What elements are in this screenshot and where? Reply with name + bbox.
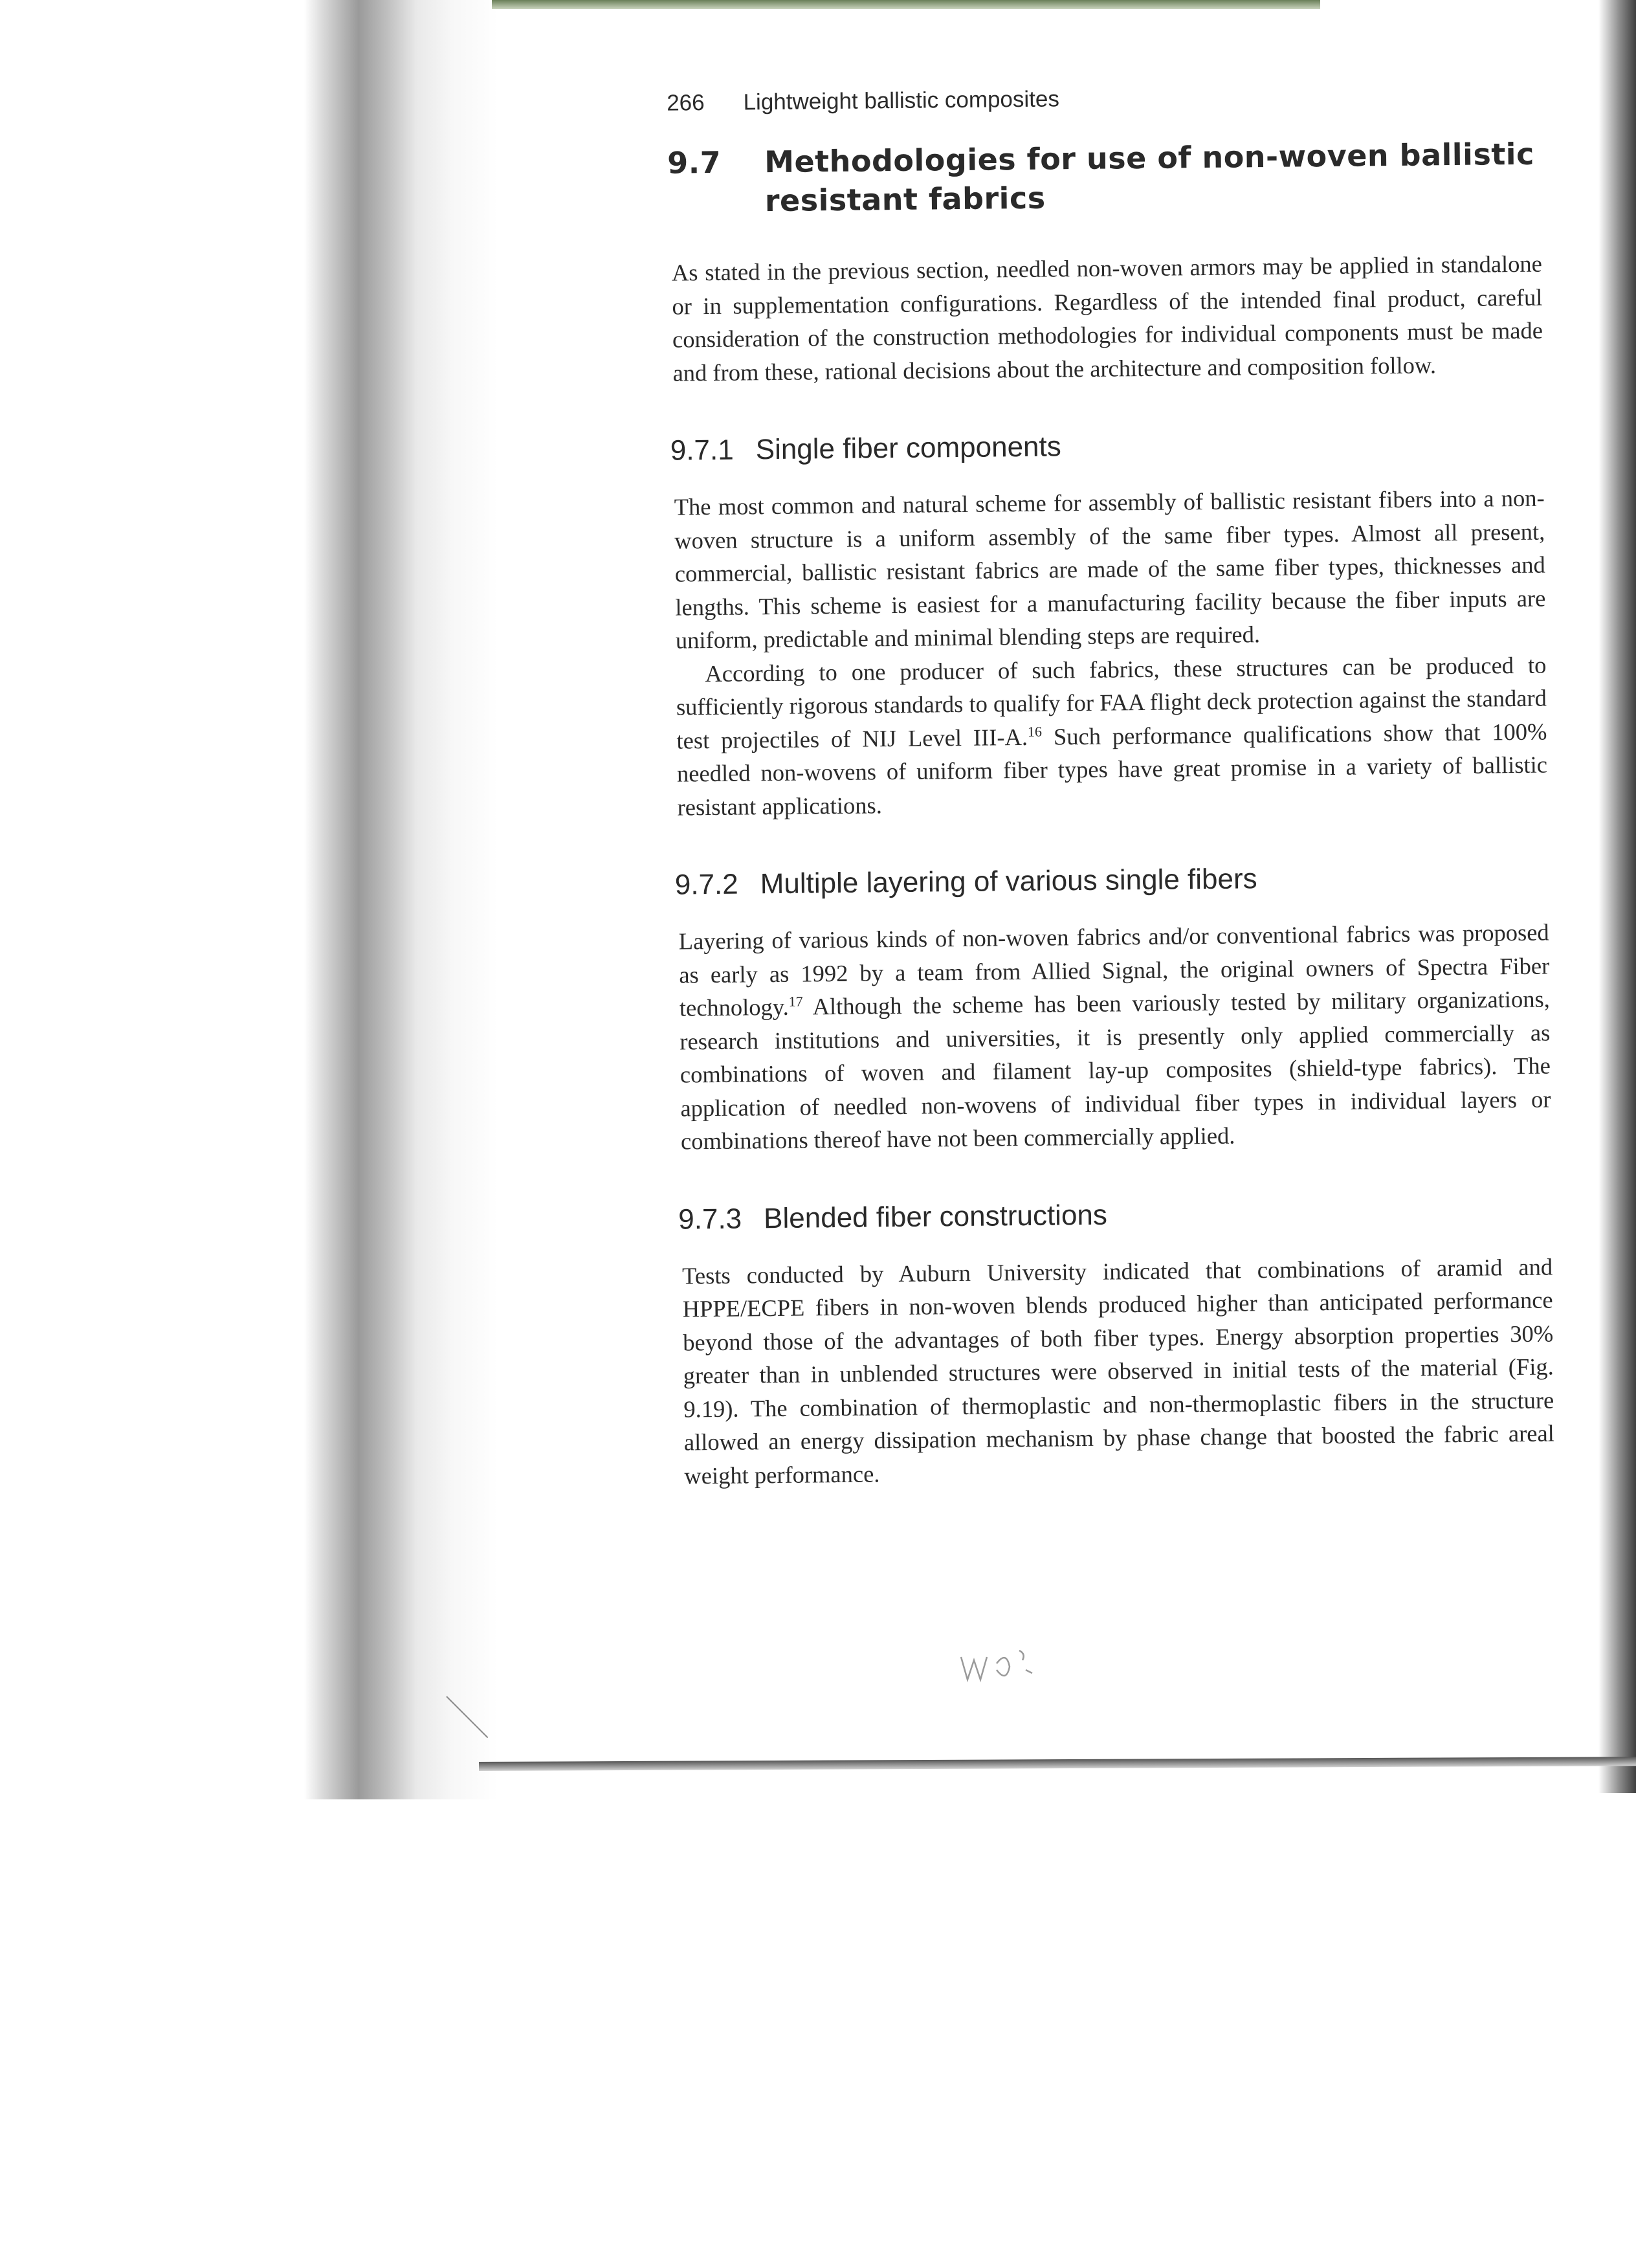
section-heading [667, 134, 1554, 221]
text-run: According to one producer of such fabrics, these structures can be produced to sufficiently rigorous standards to qualify for FAA flight deck protection against the standard test projectiles of NIJ Level III-A. [676, 651, 1547, 754]
subsection-number: 9.7.3 [678, 1203, 742, 1236]
subsection-heading-1 [670, 425, 1557, 467]
running-head [667, 81, 1553, 116]
page-top-edge [492, 0, 1320, 9]
text-run: Such performance qualifications show that 100% needled non-wovens of uniform fiber types have great promise in a variety of ballistic resistant applications. [676, 717, 1548, 821]
page-right-edge [1598, 0, 1636, 1793]
page-number: 266 [666, 90, 705, 116]
text-run: Layering of various kinds of non-woven fabrics and/or conventional fabrics was proposed as early as 1992 by a team from Allied Signal, the original owners of Spectra Fiber technology. [678, 918, 1550, 1021]
paragraph: The most common and natural scheme for assembly of ballistic resistant fibers into a non-woven structure is a uniform assembly of the same fiber types. Almost all present, commercial, ballistic resistant fabrics are made of the same fiber types, thicknesses and lengths. This scheme is easiest for a manufacturing facility because the fiber inputs are uniform, predictable and minimal blending steps are required. [674, 484, 1546, 654]
book-title: Lightweight ballistic composites [743, 86, 1060, 115]
subsection-title: Multiple layering of various single fibers [760, 863, 1257, 900]
page-bottom-edge [479, 1757, 1636, 1771]
book-page [647, 81, 1568, 1493]
book-spine-shadow [304, 0, 498, 1799]
subsection-title: Single fiber components [755, 430, 1061, 466]
subsection-number: 9.7.1 [670, 434, 734, 467]
subsection-title: Blended fiber constructions [763, 1199, 1108, 1234]
paragraph: Tests conducted by Auburn University indicated that combinations of aramid and HPPE/ECPE fibers in non-woven blends produced higher than anticipated performance beyond those of the advantages of both fiber types. Energy absorption properties 30% greater than in unblended structures were observed in initial tests of the material (Fig. 9.19). The combination of thermoplastic and non-thermoplastic fibers in the structure allowed an energy dissipation mechanism by phase change that boosted the fabric areal weight performance. [681, 1252, 1555, 1489]
section-title [764, 135, 1535, 220]
subsection-heading-2 [675, 860, 1562, 901]
paragraph [676, 648, 1548, 824]
reference-marker: 16 [1027, 723, 1043, 740]
subsection-number: 9.7.2 [674, 868, 738, 901]
section-title-line-2: resistant fabrics [764, 180, 1046, 219]
handwritten-scribble [958, 1644, 1035, 1689]
subsection-heading-3 [678, 1194, 1565, 1236]
paragraph [678, 915, 1551, 1158]
section-title-line-1: Methodologies for use of non-woven ballistic [764, 136, 1535, 180]
section-number: 9.7 [667, 144, 722, 181]
text-run: Although the scheme has been variously tested by military organizations, research institutions and universities, it is presently only applied commercially as combinations of woven and filament lay-up composites (shield-type fabrics). The application of needled non-wovens of individual fiber types in individual layers or combinations thereof have not been commercially applied. [680, 985, 1551, 1155]
intro-paragraph: As stated in the previous section, needled non-woven armors may be applied in standalone or in supplementation configurations. Regardless of the intended final product, careful consideration of the construction methodologies for individual components must be made and from these, rational decisions about the architecture and composition follow. [671, 250, 1543, 386]
reference-marker: 17 [788, 993, 803, 1010]
